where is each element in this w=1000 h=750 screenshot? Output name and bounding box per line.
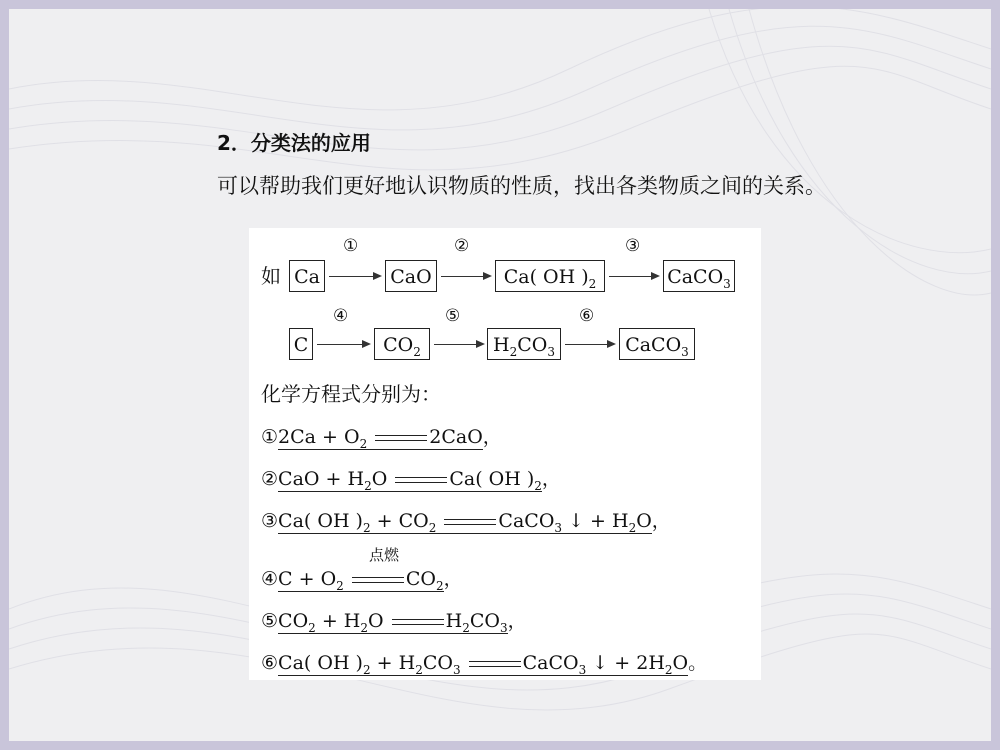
equation-1: ①2Ca + $O_2$ 2CaO， xyxy=(261,426,502,451)
intro-paragraph: 可以帮助我们更好地认识物质的性质，找出各类物质之间的关系。 xyxy=(217,174,826,198)
step-2-label: ② xyxy=(454,236,470,256)
step-1-label: ① xyxy=(343,236,359,256)
row1-box-caco3: CaCO$_3$ xyxy=(663,260,735,292)
row2-box-caco3: CaCO$_3$ xyxy=(619,328,695,360)
equation-4-condition: 点燃 xyxy=(369,546,400,564)
row1-prefix: 如 xyxy=(261,264,281,288)
equation-3: ③Ca( OH )$_2 + CO_2$ CaCO$_3$ ↓ + $H_2O$， xyxy=(261,510,671,535)
row1-box-cao: CaO xyxy=(385,260,437,292)
equation-6: ⑥Ca( OH )$_2 + H_2CO_3$ CaCO$_3$ ↓ + $2H_2O$。 xyxy=(261,652,708,677)
row1-box-ca: Ca xyxy=(289,260,325,292)
slide xyxy=(9,9,991,741)
equation-2: ②CaO + $H_2O$ Ca( OH )$_2$， xyxy=(261,468,561,493)
section-heading: 2．分类法的应用 xyxy=(217,131,371,155)
equation-4: ④C + $O_2$ $CO_2$， xyxy=(261,568,463,593)
row1-box-caoh2: Ca( OH )$_2$ xyxy=(495,260,605,292)
row2-box-h2co3: $H_2CO_3$ xyxy=(487,328,561,360)
row2-box-co2: $CO_2$ xyxy=(374,328,430,360)
row2-box-c: C xyxy=(289,328,313,360)
equations-label: 化学方程式分别为： xyxy=(261,382,441,406)
reaction-panel xyxy=(249,228,761,680)
step-3-label: ③ xyxy=(625,236,641,256)
step-5-label: ⑤ xyxy=(445,306,461,326)
step-4-label: ④ xyxy=(333,306,349,326)
step-6-label: ⑥ xyxy=(579,306,595,326)
equation-5: $⑤CO_2 + H_2O$ $H_2CO_3$， xyxy=(261,610,527,635)
